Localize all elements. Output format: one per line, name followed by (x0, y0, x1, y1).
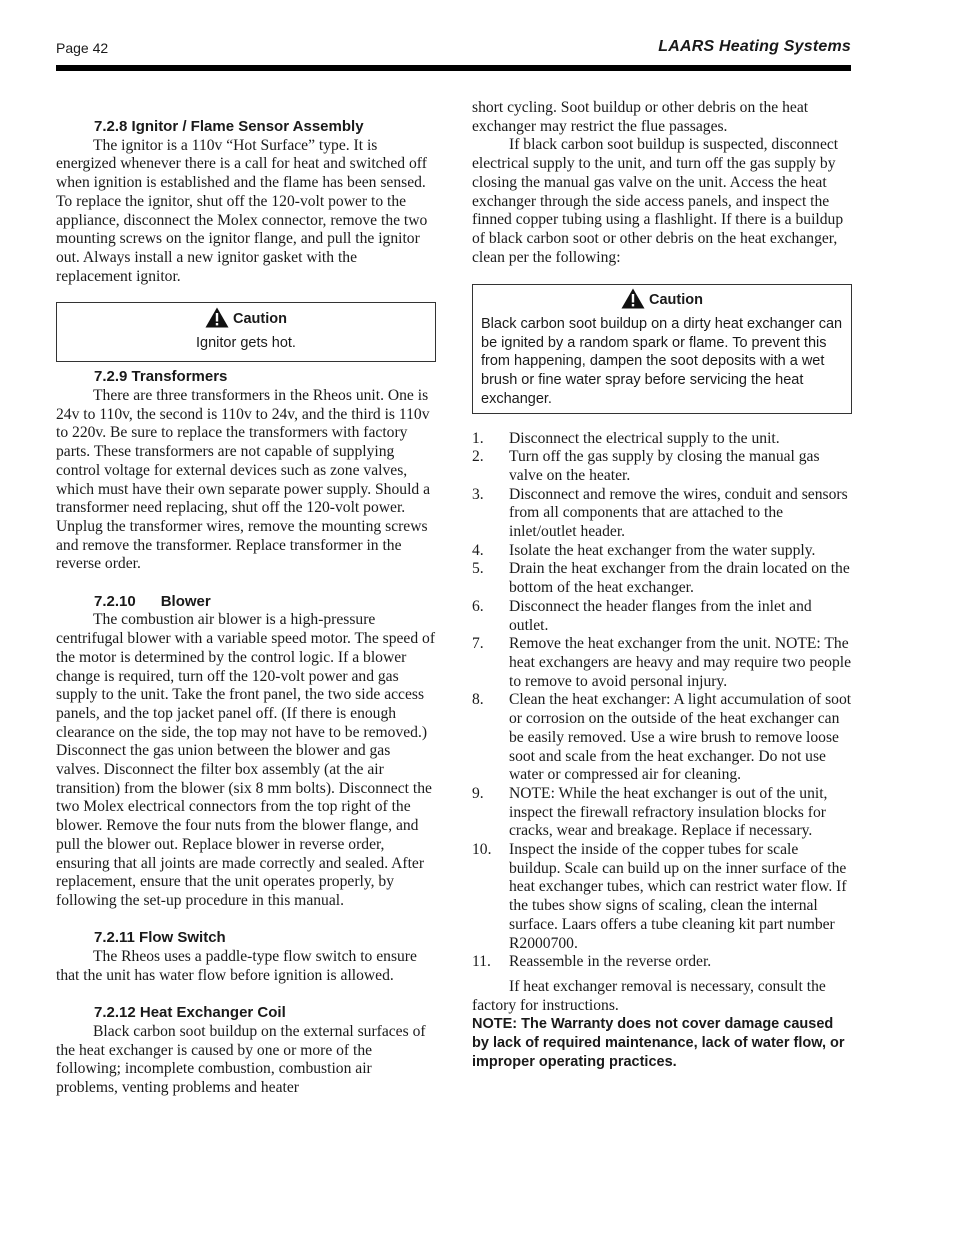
header-rule (56, 65, 851, 71)
list-item: 9. NOTE: While the heat exchanger is out of the unit, inspect the firewall refractory insulation blocks for cracks, wear and breakage. Replace if necessary. (472, 784, 828, 840)
warranty-note: NOTE: The Warranty does not cover damage caused by lack of required maintenance, lack of water flow, or improper operating practices. (472, 1016, 845, 1070)
list-item: 8. Clean the heat exchanger: A light accumulation of soot or corrosion on the outside of the heat exchanger can be easily removed. Use a wire brush to remove loose soot and scale from the heat exchanger. Do not use water or compressed air for cleaning. (472, 691, 852, 784)
list-item: 1. Disconnect the electrical supply to the unit. (472, 429, 780, 447)
section-heading-ignitor: 7.2.8 Ignitor / Flame Sensor Assembly (94, 118, 364, 135)
inspection-paragraph: If black carbon soot buildup is suspected, disconnect electrical supply to the unit, and turn off the gas supply by closing the manual gas valve on the unit. Access the heat exchanger through the side access panels, and inspect the finned copper tubing using a flashlight. If there is a buildup of black carbon soot or other debris on the heat exchanger, clean per the following: (472, 136, 844, 266)
section-heading-heat-exchanger: 7.2.12 Heat Exchanger Coil (94, 1004, 286, 1022)
cleaning-steps-list (472, 430, 852, 972)
caution-title-text: Caution (649, 291, 703, 308)
closing-paragraph: If heat exchanger removal is necessary, consult the factory for instructions. (472, 977, 826, 1014)
list-item: 6. Disconnect the header flanges from the inlet and outlet. (472, 597, 812, 634)
list-item: 2. Turn off the gas supply by closing the manual gas valve on the heater. (472, 448, 820, 484)
section-heading-transformers: 7.2.9 Transformers (94, 368, 228, 386)
caution-box-soot (472, 284, 852, 413)
caution-text: Black carbon soot buildup on a dirty heat exchanger can be ignited by a random spark or flame. To prevent this from happening, dampen the soot deposits with a wet brush or fine water spray before servicing the heat exchanger. (481, 316, 843, 407)
caution-text: Ignitor gets hot. (196, 335, 296, 352)
list-item: 11. Reassemble in the reverse order. (472, 953, 712, 971)
section-heading-flow-switch: 7.2.11 Flow Switch (94, 929, 226, 947)
list-item: 4. Isolate the heat exchanger from the water supply. (472, 541, 816, 559)
section-body-flow-switch: The Rheos uses a paddle-type flow switch to ensure that the unit has water flow before ignition is allowed. (56, 948, 417, 984)
brand-title: LAARS Heating Systems (658, 38, 851, 55)
section-body-ignitor: The ignitor is a 110v “Hot Surface” type. It is energized whenever there is a call for heat and switched off when ignition is established and the flame has been sensed. To replace the ignitor, shut off the 120-volt power to the appliance, disconnect the Molex connector, remove the two mounting screws on the ignitor flange, and pull the ignitor out. Always install a new ignitor gasket with the replacement ignitor. (56, 136, 428, 285)
right-column (472, 99, 852, 1071)
section-body-blower: The combustion air blower is a high-pressure centrifugal blower with a variable speed motor. The speed of the motor is determined by the control logic. If a blower change is required, turn off the 120-volt power and gas supply to the unit. Take the front panel, the two side access panels, and the top jacket panel off. (If there is enough clearance on the side, the top may not have to be removed.) Disconnect the gas union between the blower and gas valves. Disconnect the filter box assembly (at the air transition) from the blower (six 8 mm bolts). Disconnect the two Molex electrical connectors from the top right of the blower. Remove the four nuts from the blower flange, and pull the blower out. Replace blower in reverse order, ensuring that all joints are made correctly and sealed. After replacement, ensure that the unit operates properly, by following the set-up procedure in this manual. (56, 611, 436, 909)
list-item: 5. Drain the heat exchanger from the drain located on the bottom of the heat exchanger. (472, 560, 850, 597)
caution-title (621, 288, 703, 309)
page-number: Page 42 (56, 40, 109, 56)
continued-text: short cycling. Soot buildup or other debris on the heat exchanger may restrict the flue passages. (472, 99, 809, 135)
section-body-transformers: There are three transformers in the Rheos unit. One is 24v to 110v, the second is 110v to 24v, and the third is 110v to 220v. Be sure to replace the transformers with factory parts. These transformers are not capable of supplying control voltage for external devices such as zone valves, which must have their own separate power supply. Should a transformer need replacing, shut off the 120-volt power. Unplug the transformer wires, remove the mounting screws and remove the transformer. Replace transformer in the reverse order. (56, 387, 431, 573)
left-column (56, 118, 436, 1098)
warning-triangle-icon (621, 288, 645, 309)
caution-box-ignitor (56, 302, 436, 362)
section-body-heat-exchanger: Black carbon soot buildup on the external surfaces of the heat exchanger is caused by one or more of the following; incomplete combustion, combustion air problems, venting problems and heater (56, 1022, 426, 1096)
list-item: 3. Disconnect and remove the wires, conduit and sensors from all components that are attached to the inlet/outlet header. (472, 485, 848, 541)
section-heading-blower: 7.2.10 Blower (94, 592, 211, 610)
caution-title (205, 307, 287, 328)
list-item: 7. Remove the heat exchanger from the unit. NOTE: The heat exchangers are heavy and may require two people to remove to avoid personal injury. (472, 635, 852, 690)
caution-title-text: Caution (233, 310, 287, 327)
warning-triangle-icon (205, 307, 229, 328)
list-item: 10. Inspect the inside of the copper tubes for scale buildup. Scale can build up on the inner surface of the heat exchanger tubes, which can restrict water flow. If the tubes show signs of scaling, clean the internal surface. Laars offers a tube cleaning kit part number R2000700. (472, 841, 847, 952)
